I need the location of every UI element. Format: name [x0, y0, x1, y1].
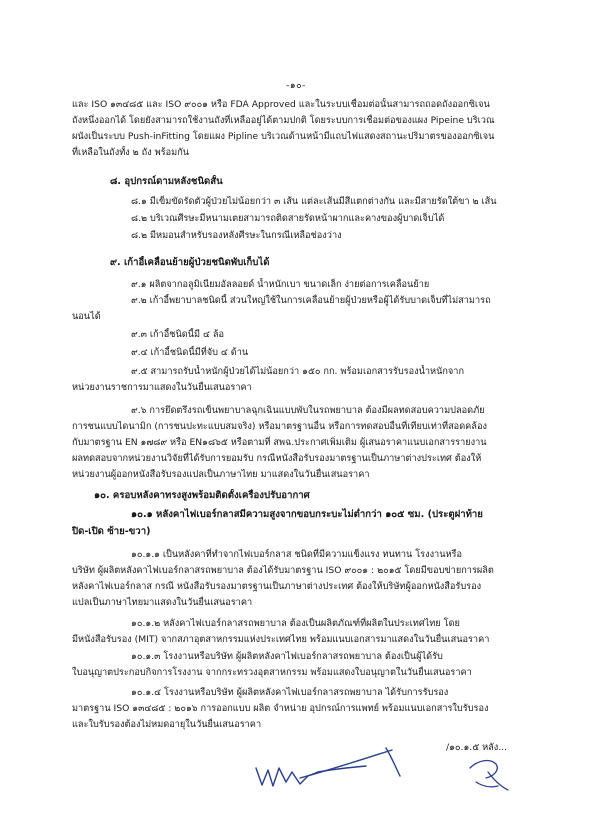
subsection-heading: ๑๐.๑ หลังคาไฟเบอร์กลาสมีความสูงจากขอบกระบะไม่ต่ำกว่า ๑๐๕ ซม. (ประตูฝาท้าย [131, 509, 483, 520]
text-line: กับมาตรฐาน EN ๑๗๘๙ หรือ EN๑๘๖๕ หรือตามที่ สพฉ.ประกาศเพิ่มเติม ผู้เสนอราคาแนบเอกสารรายงาน [72, 437, 487, 448]
text-line: ถังหนึ่งออกได้ โดยยังสามารถใช้งานถังที่เหลืออยู่ได้ตามปกติ โดยระบบการเชื่อมต่อของแผง Pipeine บริเวณ [72, 115, 495, 126]
text-line: ๙.๓ เก้าอี้ชนิดนี้มี ๔ ล้อ [131, 329, 224, 340]
section-heading: ๘. อุปกรณ์ดามหลังชนิดสั้น [110, 176, 223, 187]
signature-1 [256, 748, 400, 786]
text-line: มาตรฐาน ISO ๑๓๔๘๕ : ๒๐๑๖ การออกแบบ ผลิต จำหน่าย อุปกรณ์การแพทย์ พร้อมแนบเอกสารใบรับรอง [72, 703, 489, 714]
text-line: ๘.๒ บริเวณศีรษะมีหนามเตยสามารถติดสายรัดหน้าผากและคางของผู้บาดเจ็บได้ [131, 213, 445, 224]
text-line: ๙.๕ สามารถรับน้ำหนักผู้ป่วยได้ไม่น้อยกว่า ๑๕๐ กก. พร้อมเอกสารรับรองน้ำหนักจาก [131, 366, 465, 377]
text-line: ๑๐.๑.๒ หลังคาไฟเบอร์กลาสรถพยาบาล ต้องเป็นผลิตภัณฑ์ที่ผลิตในประเทศไทย โดย [131, 618, 460, 629]
text-line: ใบอนุญาตประกอบกิจการโรงงาน จากกระทรวงอุตสาหกรรม พร้อมแสดงใบอนุญาตในวันยื่นเสนอราคา [72, 667, 472, 678]
text-line: ผนังเป็นระบบ Push-inFitting โดยแผง Pipline บริเวณด้านหน้ามีแถบไฟแสดงสถานะปริมาตรของออกซิเจน [72, 131, 495, 142]
text-line: ๑๐.๑.๔ โรงงานหรือบริษัท ผู้ผลิตหลังคาไฟเบอร์กลาสรถพยาบาล ได้รับการรับรอง [131, 687, 449, 698]
text-line: หลังคาไฟเบอร์กลาส กรณี หนังสือรับรองมาตรฐานเป็นภาษาต่างประเทศ ต้องให้บริษัทผู้ออกหนังสือรับรอง [72, 581, 482, 592]
section-heading: ๙. เก้าอี้เคลื่อนย้ายผู้ป่วยชนิดพับเก็บได้ [110, 257, 270, 268]
text-line: ๑๐.๑.๑ เป็นหลังคาที่ทำจากไฟเบอร์กลาส ชนิดที่มีความแข็งแรง ทนทาน โรงงานหรือ [131, 549, 463, 560]
text-line: ที่เหลือในถังทั้ง ๒ ถัง พร้อมกัน [72, 147, 190, 158]
page-number: -๑๐- [286, 81, 306, 91]
text-line: ๙.๖ การยึดตรึงรถเข็นพยาบาลฉุกเฉินแบบพับในรถพยาบาล ต้องมีผลทดสอบความปลอดภัย [131, 405, 485, 416]
text-line: หน่วยงานผู้ออกหนังสือรับรองแปลเป็นภาษาไทย มาแสดงในวันยื่นเสนอราคา [72, 469, 370, 480]
continuation-marker: /๑๐.๑.๕ หลัง... [446, 742, 508, 753]
subsection-heading: ปิด-เปิด ซ้าย-ขวา) [72, 526, 151, 537]
text-line: ๘.๒ มีหมอนสำหรับรองหลังศีรษะในกรณีเหลือช่องว่าง [131, 230, 342, 241]
text-line: ๙.๔ เก้าอี้ชนิดนี้มีที่จับ ๔ ด้าน [131, 347, 249, 358]
section-heading: ๑๐. ครอบหลังคาทรงสูงพร้อมติดตั้งเครื่องปรับอากาศ [94, 490, 310, 501]
signature-2 [470, 761, 508, 790]
text-line: ผลทดสอบจากหน่วยงานวิจัยที่ได้รับการยอมรับ กรณีหนังสือรับรองมาตรฐานเป็นภาษาต่างประเทศ ต้องให้ [72, 453, 482, 464]
text-line: แปลเป็นภาษาไทยมาแสดงในวันยื่นเสนอราคา [72, 597, 253, 608]
text-line: และ ISO ๑๓๔๘๕ และ ISO ๙๐๐๑ หรือ FDA Approved และในระบบเชื่อมต่อนั้นสามารถถอดถังออกซิเจน [72, 99, 490, 110]
text-line: บริษัท ผู้ผลิตหลังคาไฟเบอร์กลาสรถพยาบาล ต้องได้รับมาตรฐาน ISO ๙๐๐๑ : ๒๐๑๕ โดยมีขอบข่ายการผลิต [72, 565, 494, 576]
text-line: หน่วยงานราชการมาแสดงในวันยื่นเสนอราคา [72, 382, 252, 393]
text-line: มีหนังสือรับรอง (MIT) จากสภาอุตสาหกรรมแห่งประเทศไทย พร้อมแนบเอกสารมาแสดงในวันยื่นเสนอราคา [72, 634, 490, 645]
text-line: ๙.๑ ผลิตจากอลูมิเนียมอัลลอยด์ น้ำหนักเบา ขนาดเล็ก ง่ายต่อการเคลื่อนย้าย [131, 279, 430, 290]
text-line: การชนแบบไดนามิก (การชนปะทะแบบสมจริง) หรือมาตรฐานอื่น หรือการทดสอบอื่นที่เทียบเท่าที่สอดคล้อง [72, 421, 487, 432]
text-line: นอนได้ [72, 311, 101, 322]
text-line: ๙.๒ เก้าอี้พยาบาลชนิดนี้ ส่วนใหญ่ใช้ในการเคลื่อนย้ายผู้ป่วยหรือผู้ได้รับบาดเจ็บที่ไม่สามารถ [131, 295, 491, 306]
text-line: ๘.๑ มีเข็มขัดรัดตัวผู้ป่วยไม่น้อยกว่า ๓ เส้น แต่ละเส้นมีสีแตกต่างกัน และมีสายรัดใต้ขา ๒ เส้น [131, 196, 497, 207]
text-line: และใบรับรองต้องไม่หมดอายุในวันยื่นเสนอราคา [72, 719, 262, 730]
text-line: ๑๐.๑.๓ โรงงานหรือบริษัท ผู้ผลิตหลังคาไฟเบอร์กลาสรถพยาบาล ต้องเป็นผู้ได้รับ [131, 651, 443, 662]
